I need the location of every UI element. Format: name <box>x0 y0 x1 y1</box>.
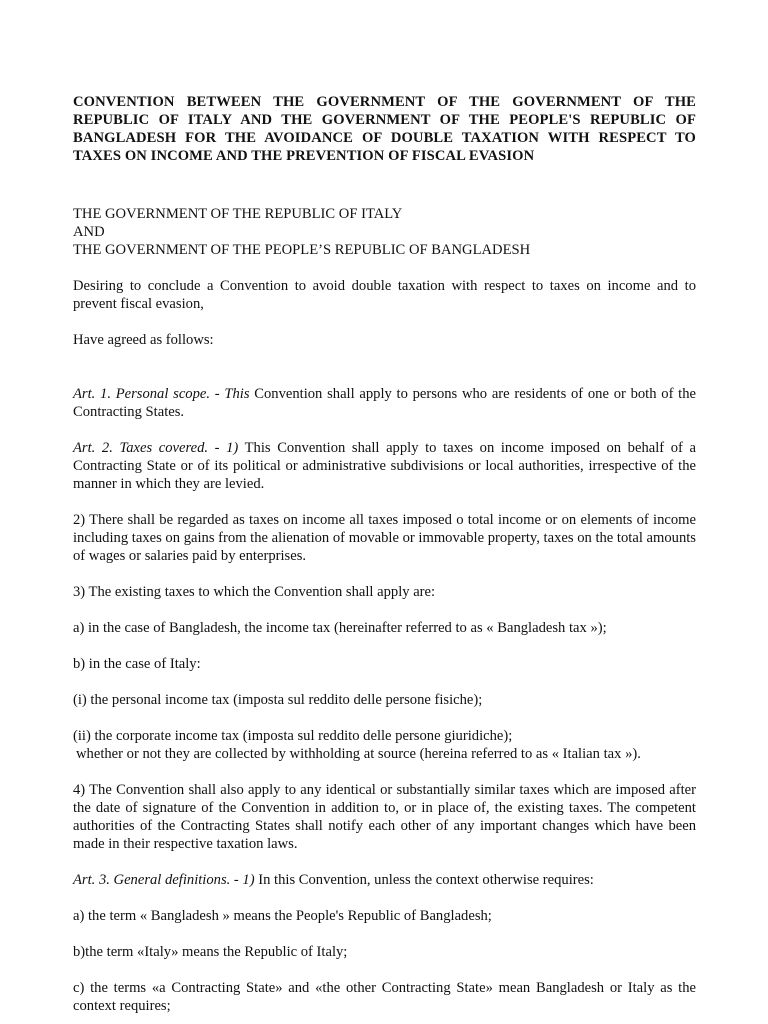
article-2-paragraph-3b-i: (i) the personal income tax (imposta sul reddito delle persone fisiche); <box>73 692 483 708</box>
preamble: Desiring to conclude a Convention to avoid double taxation with respect to taxes on income and to prevent fiscal evasion, <box>73 278 696 312</box>
article-3-text: In this Convention, unless the context otherwise requires: <box>254 872 594 888</box>
party-and: AND <box>73 224 105 240</box>
article-2-paragraph-3b: b) in the case of Italy: <box>73 656 201 672</box>
article-2-paragraph-3a: a) in the case of Bangladesh, the income tax (hereinafter referred to as « Bangladesh tax »); <box>73 620 607 636</box>
article-2-paragraph-3b-ii: (ii) the corporate income tax (imposta sul reddito delle persone giuridiche); <box>73 728 513 744</box>
agreed-statement: Have agreed as follows: <box>73 332 214 348</box>
parties-block <box>73 205 696 259</box>
article-3-definition-b: b)the term «Italy» means the Republic of Italy; <box>73 944 348 960</box>
article-1-text: Convention shall apply to persons who are residents of one or both of the Contracting States. <box>73 386 696 420</box>
article-1 <box>73 385 696 421</box>
article-2-paragraph-4: 4) The Convention shall also apply to any identical or substantially similar taxes which are imposed after the date of signature of the Convention in addition to, or in place of, the existing taxes. The competent authorities of the Contracting States shall notify each other of any important changes which have been made in their respective taxation laws. <box>73 782 696 852</box>
article-2-heading: Art. 2. Taxes covered. - 1) <box>73 440 239 456</box>
article-3-definition-a: a) the term « Bangladesh » means the People's Republic of Bangladesh; <box>73 908 492 924</box>
article-2-paragraph-3b-ii-continuation: whether or not they are collected by withholding at source (hereina referred to as « Italian tax »). <box>76 746 641 762</box>
document-page <box>73 93 696 1015</box>
article-2 <box>73 439 696 493</box>
article-2-text: This Convention shall apply to taxes on income imposed on behalf of a Contracting State or of its political or administrative subdivisions or local authorities, irrespective of the manner in which they are levied. <box>73 440 696 492</box>
article-3-heading: Art. 3. General definitions. - 1) <box>73 872 255 888</box>
party-bangladesh: THE GOVERNMENT OF THE PEOPLE’S REPUBLIC OF BANGLADESH <box>73 242 531 258</box>
article-3 <box>73 871 696 889</box>
party-italy: THE GOVERNMENT OF THE REPUBLIC OF ITALY <box>73 206 403 222</box>
article-1-heading: Art. 1. Personal scope. - This <box>73 386 250 402</box>
article-3-definition-c: c) the terms «a Contracting State» and «the other Contracting State» mean Bangladesh or Italy as the context requires; <box>73 980 696 1014</box>
article-2-paragraph-3: 3) The existing taxes to which the Convention shall apply are: <box>73 584 436 600</box>
document-title: CONVENTION BETWEEN THE GOVERNMENT OF THE GOVERNMENT OF THE REPUBLIC OF ITALY AND THE GOVERNMENT OF THE PEOPLE'S REPUBLIC OF BANGLADESH FOR THE AVOIDANCE OF DOUBLE TAXATION WITH RESPECT TO TAXES ON INCOME AND THE PREVENTION OF FISCAL EVASION <box>73 94 696 164</box>
article-2-paragraph-2: 2) There shall be regarded as taxes on income all taxes imposed o total income or on elements of income including taxes on gains from the alienation of movable or immovable property, taxes on the total amounts of wages or salaries paid by enterprises. <box>73 512 696 564</box>
